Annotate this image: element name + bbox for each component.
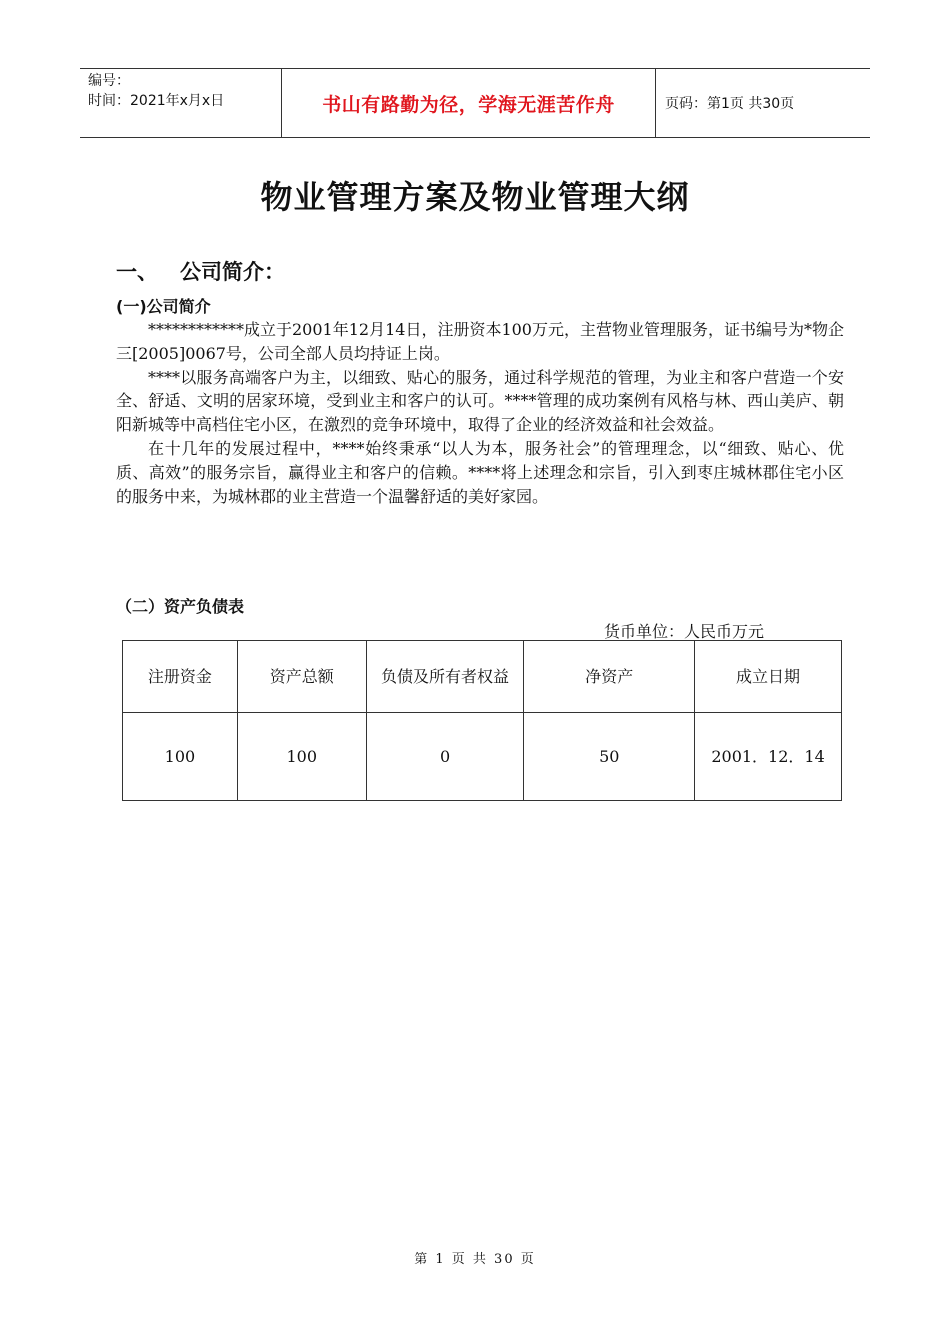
table-cell: 100 — [123, 713, 238, 801]
header-motto-cell — [281, 69, 656, 137]
header-meta — [80, 69, 280, 137]
document-time-label: 时间：2021年x月x日 — [88, 93, 225, 109]
section-heading-1 — [116, 256, 285, 286]
document-number-label: 编号： — [88, 73, 130, 89]
page-footer: 第 1 页 共 30 页 — [414, 1252, 536, 1267]
table-cell: 0 — [366, 713, 524, 801]
table-cell: 50 — [524, 713, 695, 801]
document-title: 物业管理方案及物业管理大纲 — [260, 178, 690, 216]
table-header-cell: 净资产 — [524, 641, 695, 713]
section-title: 公司简介： — [180, 260, 285, 284]
table-header-cell: 负债及所有者权益 — [366, 641, 524, 713]
paragraph: ****以服务高端客户为主，以细致、贴心的服务，通过科学规范的管理，为业主和客户营造一个安全、舒适、文明的居家环境，受到业主和客户的认可。****管理的成功案例有风格与林、西山美庐、朝阳新城等中高档住宅小区，在激烈的竞争环境中，取得了企业的经济效益和社会效益。 — [116, 367, 844, 435]
paragraph: ************成立于2001年12月14日，注册资本100万元，主营物业管理服务，证书编号为*物企三[2005]0067号，公司全部人员均持证上岗。 — [116, 320, 844, 363]
paragraph: 在十几年的发展过程中，****始终秉承“以人为本，服务社会”的管理理念，以“细致、贴心、优质、高效”的服务宗旨，赢得业主和客户的信赖。****将上述理念和宗旨，引入到枣庄城林郡住宅小区的服务中来，为城林郡的业主营造一个温馨舒适的美好家园。 — [116, 438, 844, 506]
table-header-cell: 注册资金 — [123, 641, 238, 713]
table-header-cell: 成立日期 — [695, 641, 842, 713]
company-profile-text — [116, 318, 844, 508]
table-header-cell: 资产总额 — [237, 641, 366, 713]
table-cell: 2001．12．14 — [695, 713, 842, 801]
balance-sheet-table — [122, 640, 842, 801]
header-motto: 书山有路勤为径，学海无涯苦作舟 — [322, 93, 615, 116]
table-row — [123, 713, 842, 801]
header-page-info: 页码：第1页 共30页 — [665, 96, 795, 112]
page-header — [80, 68, 870, 138]
currency-unit-note: 货币单位：人民币万元 — [604, 622, 765, 641]
section-number: 一、 — [116, 260, 158, 284]
table-header-row — [123, 641, 842, 713]
table-cell: 100 — [237, 713, 366, 801]
subsection-heading-balance-sheet: （二）资产负债表 — [116, 597, 245, 616]
subsection-heading-company-profile: (一)公司简介 — [116, 297, 211, 316]
